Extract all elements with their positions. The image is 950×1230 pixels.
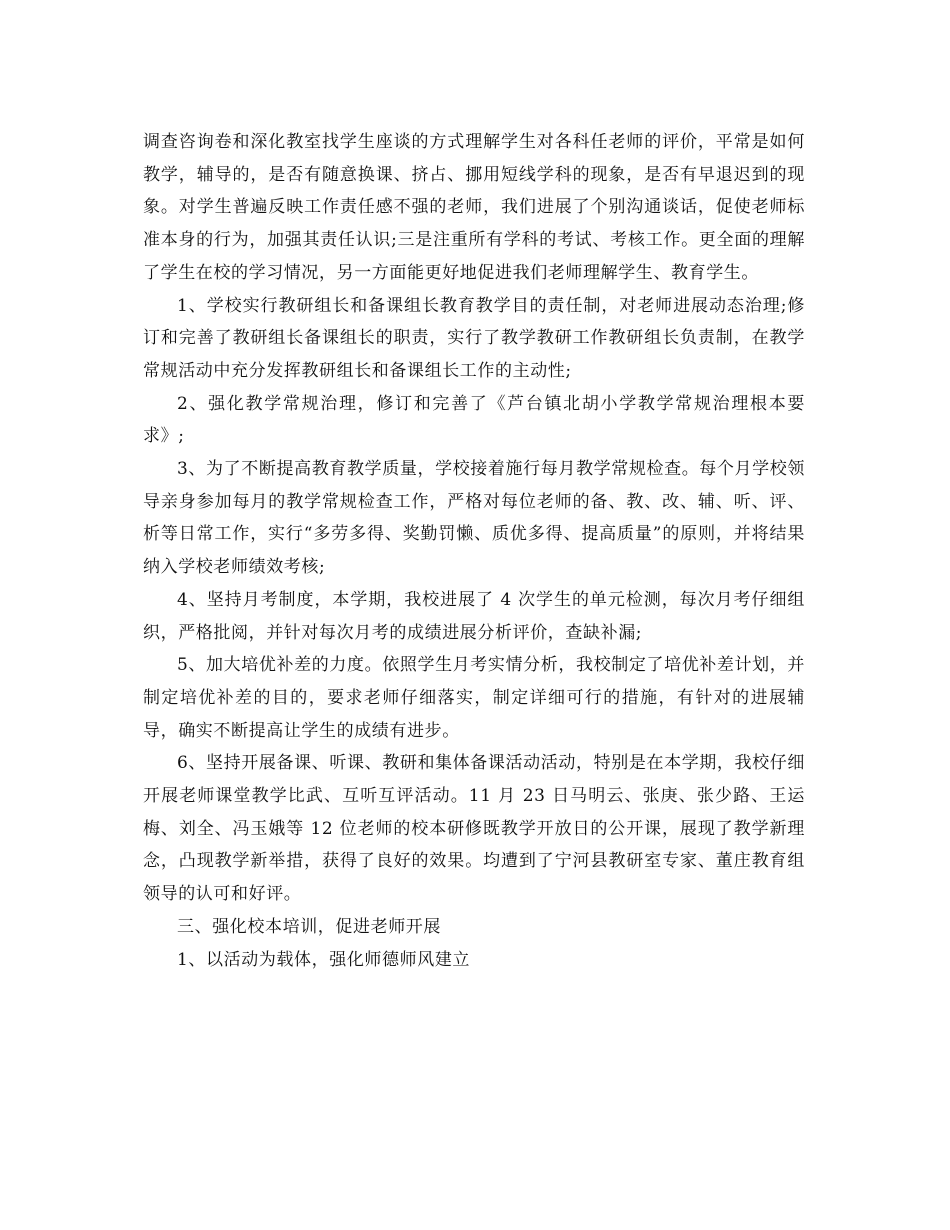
paragraph-3: 3、为了不断提高教育教学质量，学校接着施行每月教学常规检查。每个月学校领导亲身参加每月的教学常规检查工作，严格对每位老师的备、教、改、辅、听、评、析等日常工作，实行“多劳多得、奖勤罚懒、质优多得、提高质量”的原则，并将结果纳入学校老师绩效考核;: [143, 459, 805, 578]
paragraph-0: 调查咨询卷和深化教室找学生座谈的方式理解学生对各科任老师的评价，平常是如何教学，辅导的，是否有随意换课、挤占、挪用短线学科的现象，是否有早退迟到的现象。对学生普遍反映工作责任感不强的老师，我们进展了个别沟通谈话，促使老师标准本身的行为，加强其责任认识;三是注重所有学科的考试、考核工作。更全面的理解了学生在校的学习情况，另一方面能更好地促进我们老师理解学生、教育学生。: [143, 132, 805, 283]
paragraph-5: 5、加大培优补差的力度。依照学生月考实情分析，我校制定了培优补差计划，并制定培优补差的目的，要求老师仔细落实，制定详细可行的措施，有针对的进展辅导，确实不断提高让学生的成绩有进步。: [143, 655, 805, 741]
section-heading: 三、强化校本培训，促进老师开展: [177, 916, 441, 937]
paragraph-6: 6、坚持开展备课、听课、教研和集体备课活动活动，特别是在本学期，我校仔细开展老师课堂教学比武、互听互评活动。11 月 23 日马明云、张庚、张少路、王运梅、刘全、冯玉娥等 12 位老师的校本研修既教学开放日的公开课，展现了教学新理念，凸现教学新举措，获得了良好的效果。均遭到了宁河县教研室专家、董庄教育组领导的认可和好评。: [143, 753, 805, 905]
paragraph-8: 1、以活动为载体，强化师德师风建立: [177, 949, 471, 970]
paragraph-2: 2、强化教学常规治理，修订和完善了《芦台镇北胡小学教学常规治理根本要求》;: [143, 393, 805, 447]
document-body: [143, 126, 805, 976]
paragraph-4: 4、坚持月考制度，本学期，我校进展了 4 次学生的单元检测，每次月考仔细组织，严格批阅，并针对每次月考的成绩进展分析评价，查缺补漏;: [143, 589, 805, 643]
paragraph-1: 1、学校实行教研组长和备课组长教育教学目的责任制，对老师进展动态治理;修订和完善了教研组长备课组长的职责，实行了教学教研工作教研组长负责制，在教学常规活动中充分发挥教研组长和备课组长工作的主动性;: [143, 295, 805, 381]
